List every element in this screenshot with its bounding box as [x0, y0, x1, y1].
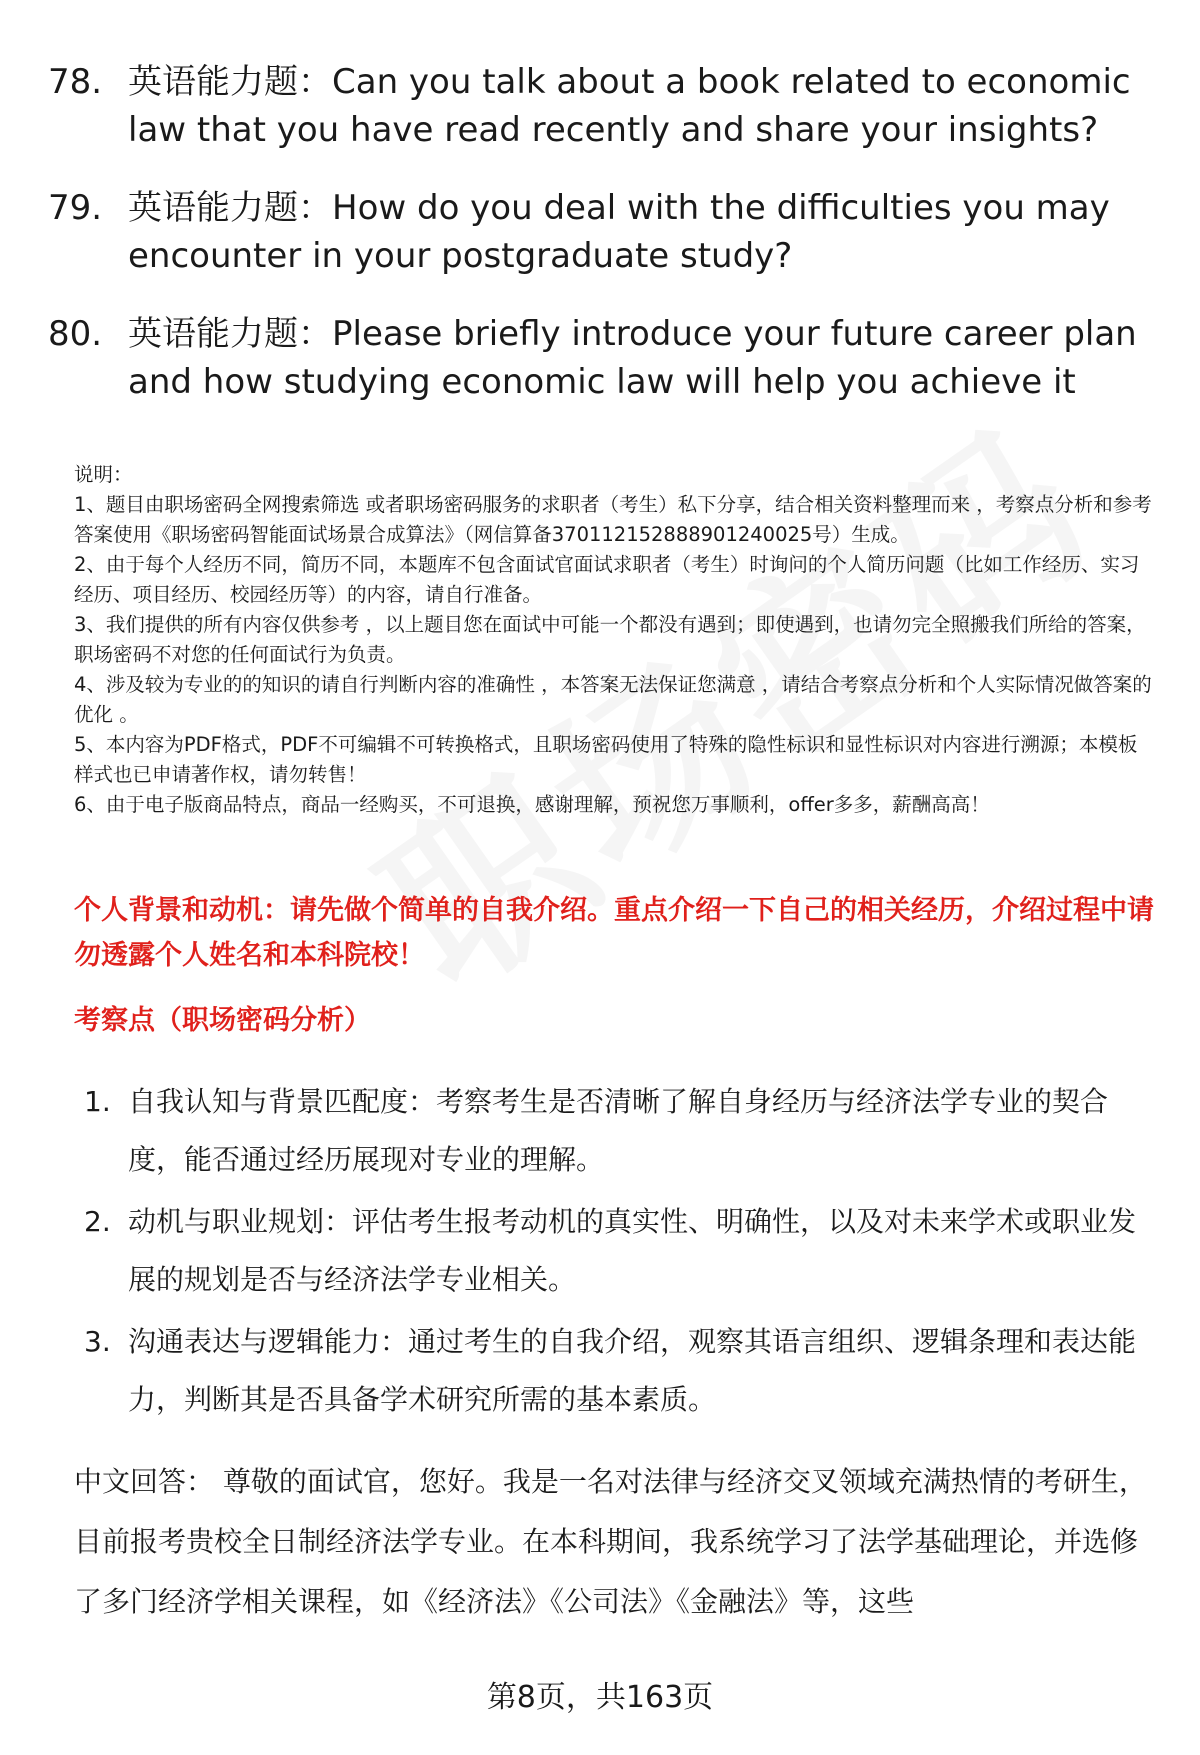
note-item: 1、题目由职场密码全网搜索筛选 或者职场密码服务的求职者（考生）私下分享，结合相关资料整理而来 ，考察点分析和参考答案使用《职场密码智能面试场景合成算法》（网信算备370112152888901240025号）生成。	[74, 493, 1152, 546]
question-number: 78.	[48, 62, 103, 102]
question-number: 80.	[48, 314, 103, 354]
note-item: 2、由于每个人经历不同，简历不同，本题库不包含面试官面试求职者（考生）时询问的个人简历问题（比如工作经历、实习经历、项目经历、校园经历等）的内容，请自行准备。	[74, 553, 1140, 606]
point-text: 沟通表达与逻辑能力：通过考生的自我介绍，观察其语言组织、逻辑条理和表达能力，判断其是否具备学术研究所需的基本素质。	[128, 1325, 1137, 1416]
point-number: 1.	[84, 1085, 111, 1118]
note-item: 3、我们提供的所有内容仅供参考 ，以上题目您在面试中可能一个都没有遇到；即使遇到，也请勿完全照搬我们所给的答案，职场密码不对您的任何面试行为负责。	[74, 613, 1146, 666]
question-text: 英语能力题：How do you deal with the difficulties you may encounter in your postgraduate study?	[128, 188, 1110, 276]
answer-paragraph: 中文回答： 尊敬的面试官，您好。我是一名对法律与经济交叉领域充满热情的考研生，目前报考贵校全日制经济法学专业。在本科期间，我系统学习了法学基础理论，并选修了多门经济学相关课程，如《经济法》《公司法》《金融法》等，这些	[74, 1465, 1147, 1618]
analysis-point	[84, 1313, 1158, 1429]
analysis-point	[84, 1193, 1158, 1309]
notes-heading: 说明：	[74, 463, 133, 486]
point-number: 2.	[84, 1205, 111, 1238]
page-footer: 第8页，共163页	[486, 1680, 714, 1715]
note-item: 5、本内容为PDF格式，PDF不可编辑不可转换格式，且职场密码使用了特殊的隐性标识和显性标识对内容进行溯源；本模板样式也已申请著作权，请勿转售！	[74, 733, 1138, 786]
point-text: 自我认知与背景匹配度：考察考生是否清晰了解自身经历与经济法学专业的契合度，能否通过经历展现对专业的理解。	[128, 1085, 1109, 1176]
analysis-point	[84, 1073, 1158, 1189]
analysis-heading: 考察点（职场密码分析）	[74, 1005, 371, 1036]
note-item: 4、涉及较为专业的的知识的请自行判断内容的准确性 ，本答案无法保证您满意 ，请结合考察点分析和个人实际情况做答案的优化 。	[74, 673, 1152, 726]
question-number: 79.	[48, 188, 103, 228]
question-item	[48, 184, 1158, 280]
question-item	[48, 310, 1158, 406]
question-heading: 个人背景和动机：请先做个简单的自我介绍。重点介绍一下自己的相关经历，介绍过程中请勿透露个人姓名和本科院校！	[74, 895, 1154, 971]
analysis-points	[84, 1073, 1158, 1433]
point-number: 3.	[84, 1325, 111, 1358]
question-text: 英语能力题：Please briefly introduce your future career plan and how studying economic law will help you achieve it	[128, 314, 1137, 402]
notes-section	[74, 460, 1156, 820]
question-item	[48, 58, 1158, 154]
question-text: 英语能力题：Can you talk about a book related to economic law that you have read recently and share your insights?	[128, 62, 1131, 150]
question-list	[48, 58, 1158, 436]
note-item: 6、由于电子版商品特点，商品一经购买，不可退换，感谢理解，预祝您万事顺利，offer多多，薪酬高高！	[74, 793, 990, 816]
point-text: 动机与职业规划：评估考生报考动机的真实性、明确性，以及对未来学术或职业发展的规划是否与经济法学专业相关。	[128, 1205, 1137, 1296]
